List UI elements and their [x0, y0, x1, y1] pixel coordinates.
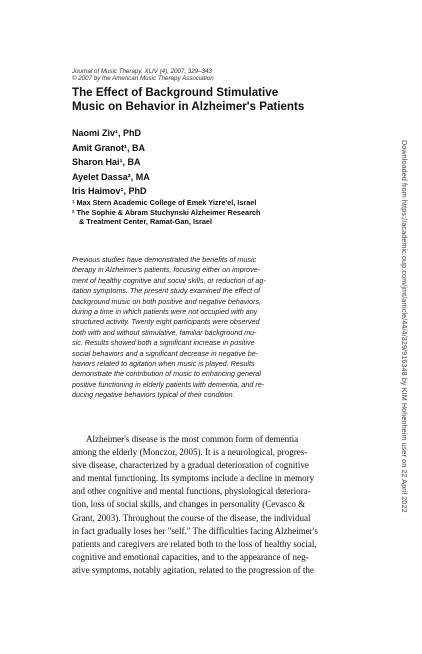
abstract	[72, 255, 362, 401]
author-name: Amit Granot¹, BA	[72, 142, 145, 153]
author-name: Ayelet Dassa², MA	[72, 171, 150, 182]
abstract-line: both with and without stimulative, familiar background mu-	[72, 327, 257, 337]
affiliations	[72, 198, 352, 227]
body-line: Alzheimer's disease is the most common form of dementia	[86, 434, 299, 444]
body-line: and mental functioning. Its symptoms include a decline in memory	[72, 473, 315, 484]
article-title	[72, 86, 362, 113]
article-title-line: Music on Behavior in Alzheimer's Patients	[72, 99, 305, 113]
abstract-line: social behaviors and a significant decrease in negative be-	[72, 348, 259, 358]
author-name: Iris Haimov¹, PhD	[72, 186, 147, 197]
abstract-line: haviors related to agitation when music is played. Results	[72, 359, 255, 369]
body-line: and other cognitive and mental functions, physiological deteriora-	[72, 486, 311, 497]
author-name: Naomi Ziv¹, PhD	[72, 128, 142, 138]
download-watermark: Downloaded from https://academic.oup.com/jmt/article/44/4/329/916348 by KIM Hohenheim user on 22 April 2022	[400, 140, 409, 513]
body-line: among the elderly (Monczor, 2005). It is a neurological, progres-	[72, 447, 308, 458]
affiliation-line: ¹ Max Stern Academic College of Emek Yizre'el, Israel	[72, 198, 257, 207]
journal-citation	[72, 68, 372, 83]
abstract-line: Previous studies have demonstrated the benefits of music	[72, 255, 257, 264]
abstract-line: itation symptoms. The present study examined the effect of	[72, 286, 261, 296]
journal-citation-line: Journal of Music Therapy, XLIV (4), 2007, 329–343	[72, 68, 212, 75]
body-line: cognitive and emotional capacities, and to the appearance of neg-	[72, 551, 309, 562]
abstract-line: structured activity. Twenty eight participants were observed	[72, 317, 260, 327]
body-line: ative symptoms, notably agitation, related to the progression of the	[72, 564, 314, 575]
body-line: sive disease, characterized by a gradual deterioration of cognitive	[72, 460, 309, 471]
author-list	[72, 126, 322, 199]
abstract-line: therapy in Alzheimer's patients, focusing either on improve-	[72, 265, 261, 275]
abstract-line: during a time in which patients were not occupied with any	[72, 307, 258, 317]
abstract-line: background music on both positive and negative behaviors,	[72, 296, 261, 306]
abstract-line: sic. Results showed both a significant increase in positive	[72, 338, 255, 348]
body-line: Grant, 2003). Throughout the course of the disease, the individual	[72, 512, 311, 523]
body-line: tion, loss of social skills, and changes in personality (Cevasco &	[72, 499, 306, 510]
body-line: patients and caregivers are related both to the loss of healthy social,	[72, 538, 317, 549]
affiliation-line: ² The Sophie & Abram Stuchynski Alzheimer Research	[72, 207, 261, 217]
article-title-line: The Effect of Background Stimulative	[72, 86, 279, 99]
body-text	[72, 433, 367, 577]
author-name: Sharon Hai¹, BA	[72, 157, 141, 168]
affiliation-line: & Treatment Center, Ramat-Gan, Israel	[79, 217, 213, 227]
abstract-line: ducing negative behaviors typical of their condition.	[72, 390, 235, 400]
abstract-line: positive functioning in elderly patients with dementia, and re-	[72, 379, 265, 389]
abstract-line: demonstrate the contribution of music to enhancing general	[72, 369, 261, 379]
journal-copyright-line: © 2007 by the American Music Therapy Association	[72, 75, 214, 83]
abstract-line: ment of healthy cognitive and social skills, or reduction of ag-	[72, 275, 266, 285]
body-line: in fact gradually loses her "self." The difficulties facing Alzheimer's	[72, 525, 318, 536]
